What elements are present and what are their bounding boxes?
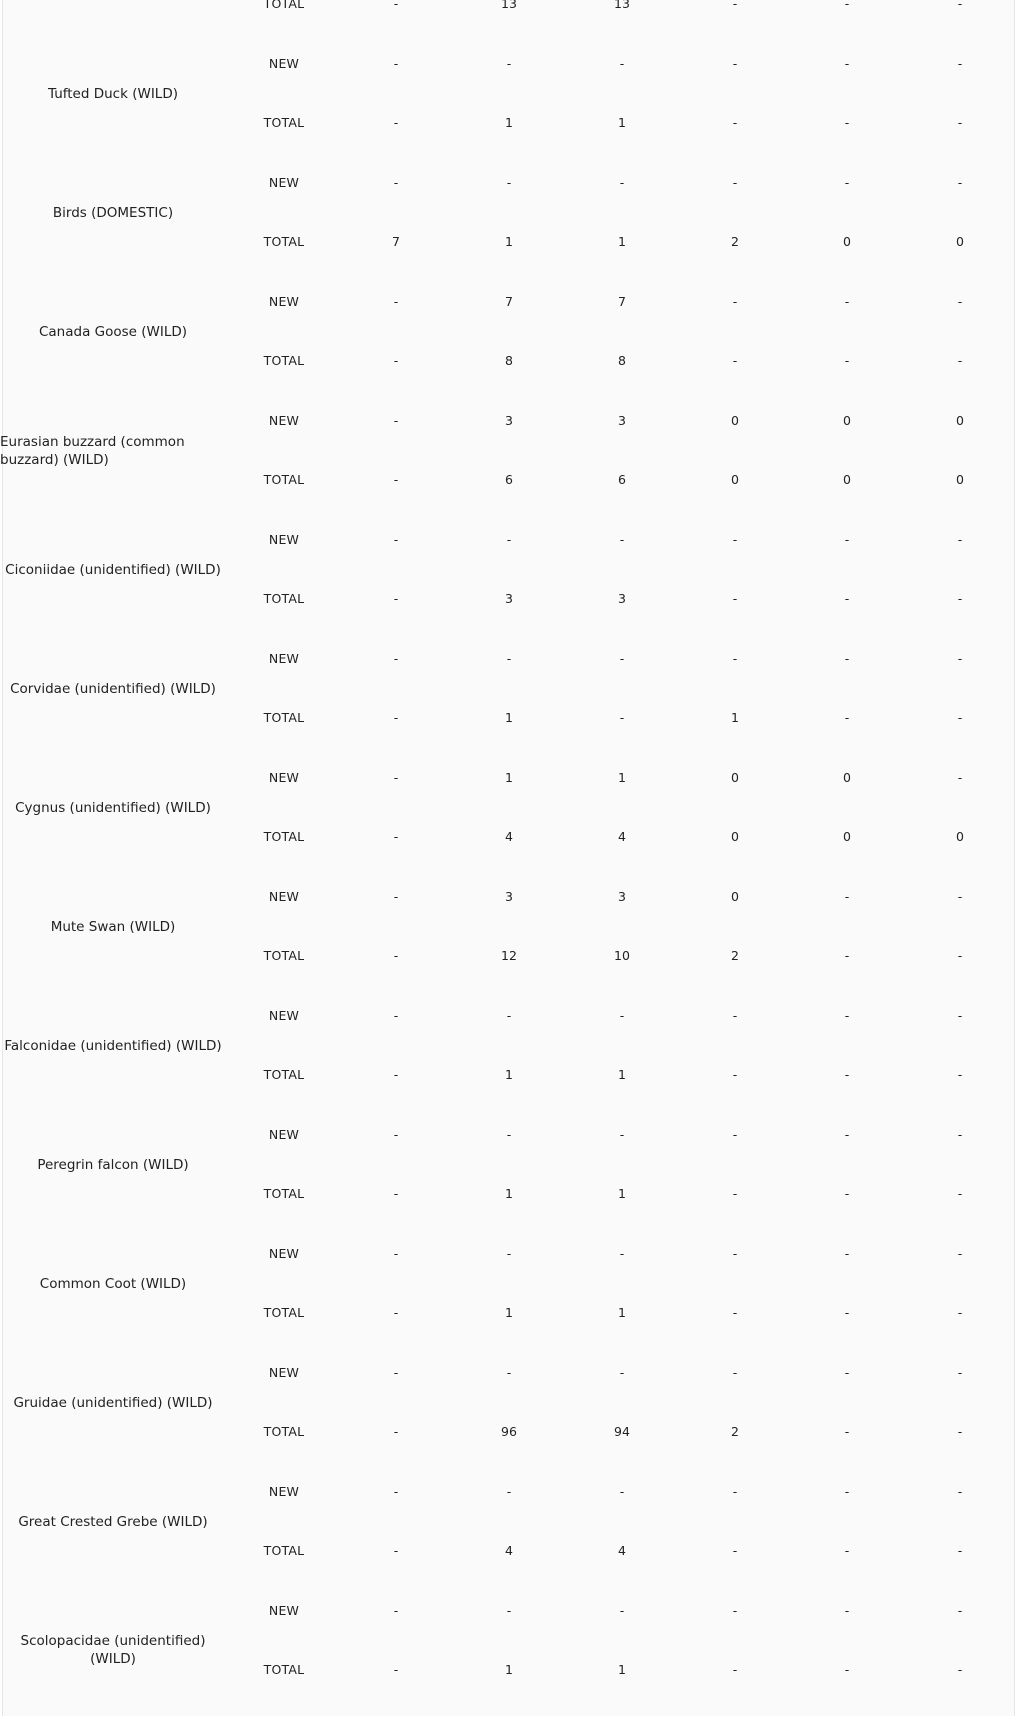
outbreak-table-panel [2,0,1015,1716]
table-cell: 12 [501,948,517,963]
table-cell: 8 [505,353,513,368]
table-cell: - [844,1305,850,1320]
table-cell: 13 [614,0,630,11]
table-cell: - [393,1186,399,1201]
row-type-label: TOTAL [263,948,305,963]
row-type-label: NEW [268,1127,300,1142]
table-cell: - [619,1365,625,1380]
table-cell: 0 [731,829,739,844]
row-type-label: NEW [268,1484,300,1499]
table-cell: - [844,175,850,190]
table-cell: 6 [618,472,626,487]
table-cell: - [957,1127,963,1142]
table-cell: 1 [505,234,513,249]
table-cell: - [506,1127,512,1142]
row-type-label: TOTAL [263,1424,305,1439]
table-cell: - [619,1603,625,1618]
table-cell: - [957,1067,963,1082]
table-cell: - [393,889,399,904]
table-cell: - [957,1424,963,1439]
table-cell: 1 [731,710,739,725]
table-cell: - [393,829,399,844]
table-cell: - [844,0,850,11]
table-cell: - [393,56,399,71]
table-cell: - [393,1424,399,1439]
table-cell: - [732,1127,738,1142]
table-cell: - [957,0,963,11]
table-cell: - [393,710,399,725]
table-cell: - [732,1662,738,1677]
table-cell: 0 [956,413,964,428]
table-cell: - [393,413,399,428]
table-cell: 0 [731,770,739,785]
table-cell: - [957,770,963,785]
table-cell: 3 [618,413,626,428]
table-cell: - [393,472,399,487]
row-type-label: NEW [268,1246,300,1261]
table-cell: 7 [392,234,400,249]
species-name: Canada Goose (WILD) [38,324,188,340]
table-cell: 10 [614,948,630,963]
table-cell: - [619,1246,625,1261]
table-cell: 4 [505,1543,513,1558]
table-cell: - [844,591,850,606]
species-name: Cygnus (unidentified) (WILD) [15,800,211,816]
table-cell: - [957,56,963,71]
table-cell: 3 [505,591,513,606]
table-cell: 1 [505,1067,513,1082]
table-cell: - [844,56,850,71]
table-cell: - [957,948,963,963]
species-name: Gruidae (unidentified) (WILD) [13,1395,213,1411]
row-type-label: NEW [268,532,300,547]
row-type-label: TOTAL [263,1662,305,1677]
table-cell: 3 [618,591,626,606]
table-cell: 96 [501,1424,517,1439]
table-cell: - [957,1186,963,1201]
table-cell: 0 [843,413,851,428]
table-cell: - [957,889,963,904]
row-type-label: NEW [268,413,300,428]
row-type-label: TOTAL [263,1543,305,1558]
species-name: Ciconiidae (unidentified) (WILD) [5,562,221,578]
table-cell: - [393,1365,399,1380]
table-cell: 1 [618,1305,626,1320]
table-cell: - [619,1008,625,1023]
row-type-label: NEW [268,294,300,309]
row-type-label: NEW [268,651,300,666]
row-type-label: TOTAL [263,234,305,249]
row-type-label: TOTAL [263,353,305,368]
row-type-label: TOTAL [263,115,305,130]
table-cell: - [957,532,963,547]
table-cell: - [506,532,512,547]
species-name: Mute Swan (WILD) [50,919,176,935]
table-cell: - [393,1067,399,1082]
table-cell: 7 [505,294,513,309]
table-cell: - [506,1603,512,1618]
species-name: Great Crested Grebe (WILD) [18,1514,208,1530]
table-cell: - [393,1305,399,1320]
table-cell: - [732,1603,738,1618]
table-cell: 4 [618,1543,626,1558]
table-cell: - [844,115,850,130]
table-cell: 1 [618,770,626,785]
table-cell: - [393,115,399,130]
table-cell: 3 [505,413,513,428]
table-cell: - [844,353,850,368]
table-cell: - [506,1365,512,1380]
table-cell: 1 [618,1662,626,1677]
table-cell: 13 [501,0,517,11]
table-cell: 0 [731,413,739,428]
table-cell: - [732,1484,738,1499]
table-cell: - [844,1603,850,1618]
table-cell: - [732,1305,738,1320]
species-name: Birds (DOMESTIC) [52,205,174,221]
table-cell: - [393,294,399,309]
table-cell: - [957,1484,963,1499]
table-cell: 1 [618,234,626,249]
table-cell: 4 [505,829,513,844]
row-type-label: TOTAL [263,829,305,844]
table-cell: - [619,1127,625,1142]
table-cell: - [393,948,399,963]
table-cell: - [844,1662,850,1677]
row-type-label: NEW [268,175,300,190]
table-cell: - [844,948,850,963]
table-cell: - [506,651,512,666]
table-cell: 0 [843,472,851,487]
table-cell: - [957,1543,963,1558]
table-cell: 6 [505,472,513,487]
table-cell: - [506,56,512,71]
table-cell: - [732,1246,738,1261]
row-type-label: NEW [268,1365,300,1380]
table-cell: - [844,1246,850,1261]
table-cell: - [393,1603,399,1618]
table-cell: 1 [505,710,513,725]
row-type-label: TOTAL [263,0,305,11]
species-name: Tufted Duck (WILD) [48,86,178,102]
table-cell: - [957,710,963,725]
table-cell: 1 [505,1662,513,1677]
row-type-label: TOTAL [263,1067,305,1082]
table-cell: - [393,1543,399,1558]
table-cell: - [844,1484,850,1499]
table-cell: - [732,1365,738,1380]
table-cell: 1 [505,115,513,130]
table-cell: - [844,1543,850,1558]
table-cell: - [732,1543,738,1558]
row-type-label: TOTAL [263,1186,305,1201]
table-cell: - [844,1127,850,1142]
table-cell: - [506,1484,512,1499]
table-cell: - [393,1484,399,1499]
table-cell: - [506,1246,512,1261]
table-cell: - [844,651,850,666]
table-cell: 1 [618,115,626,130]
table-cell: 2 [731,234,739,249]
table-cell: - [957,115,963,130]
table-cell: - [732,1186,738,1201]
table-cell: 2 [731,948,739,963]
table-cell: - [844,1186,850,1201]
table-cell: - [844,1365,850,1380]
table-cell: 8 [618,353,626,368]
table-cell: 2 [731,1424,739,1439]
species-name: Scolopacidae (unidentified) (WILD) [20,1633,206,1667]
row-type-label: NEW [268,1603,300,1618]
table-cell: - [844,532,850,547]
species-name: Falconidae (unidentified) (WILD) [4,1038,222,1054]
table-cell: - [844,1067,850,1082]
table-cell: - [619,532,625,547]
row-type-label: TOTAL [263,1305,305,1320]
table-cell: - [393,1127,399,1142]
table-cell: 4 [618,829,626,844]
table-cell: - [732,115,738,130]
table-cell: - [393,1008,399,1023]
table-cell: - [957,591,963,606]
table-cell: - [957,1603,963,1618]
table-cell: - [957,294,963,309]
table-cell: - [844,710,850,725]
table-cell: 0 [956,472,964,487]
row-type-label: NEW [268,889,300,904]
table-cell: 0 [843,829,851,844]
table-cell: 0 [956,829,964,844]
table-cell: - [393,651,399,666]
table-cell: 1 [505,1186,513,1201]
table-cell: 0 [843,234,851,249]
table-cell: - [957,353,963,368]
table-cell: - [732,56,738,71]
table-cell: - [732,353,738,368]
table-cell: - [957,1305,963,1320]
table-cell: 3 [505,889,513,904]
table-cell: 1 [618,1186,626,1201]
row-type-label: TOTAL [263,710,305,725]
table-cell: - [957,175,963,190]
table-cell: - [732,532,738,547]
table-cell: - [957,1008,963,1023]
table-cell: - [393,591,399,606]
table-cell: - [957,651,963,666]
row-type-label: TOTAL [263,591,305,606]
table-cell: - [844,1008,850,1023]
table-cell: 0 [843,770,851,785]
table-cell: 1 [618,1067,626,1082]
species-name: Eurasian buzzard (common buzzard) (WILD) [0,434,185,468]
table-cell: - [732,651,738,666]
species-name: Corvidae (unidentified) (WILD) [10,681,216,697]
table-cell: - [844,294,850,309]
table-cell: - [844,889,850,904]
table-cell: - [393,1246,399,1261]
table-cell: - [393,175,399,190]
table-cell: - [619,56,625,71]
table-cell: 94 [614,1424,630,1439]
row-type-label: NEW [268,56,300,71]
table-cell: - [619,1484,625,1499]
table-cell: - [732,1008,738,1023]
table-cell: - [732,0,738,11]
table-cell: - [506,175,512,190]
table-cell: - [619,651,625,666]
table-cell: - [732,591,738,606]
table-cell: - [619,710,625,725]
table-cell: - [393,353,399,368]
species-name: Peregrin falcon (WILD) [37,1157,189,1173]
row-type-label: NEW [268,770,300,785]
table-cell: - [957,1246,963,1261]
table-cell: - [393,770,399,785]
table-cell: 0 [731,472,739,487]
row-type-label: TOTAL [263,472,305,487]
table-cell: - [732,1067,738,1082]
species-name: Common Coot (WILD) [39,1276,187,1292]
table-cell: - [844,1424,850,1439]
table-cell: - [957,1662,963,1677]
table-cell: 1 [505,770,513,785]
table-cell: 1 [505,1305,513,1320]
row-type-label: NEW [268,1008,300,1023]
table-cell: 7 [618,294,626,309]
table-cell: - [393,532,399,547]
table-cell: 3 [618,889,626,904]
table-cell: - [393,0,399,11]
table-cell: - [732,294,738,309]
table-cell: - [506,1008,512,1023]
table-cell: - [957,1365,963,1380]
table-cell: 0 [956,234,964,249]
table-cell: 0 [731,889,739,904]
table-cell: - [619,175,625,190]
table-cell: - [732,175,738,190]
table-cell: - [393,1662,399,1677]
